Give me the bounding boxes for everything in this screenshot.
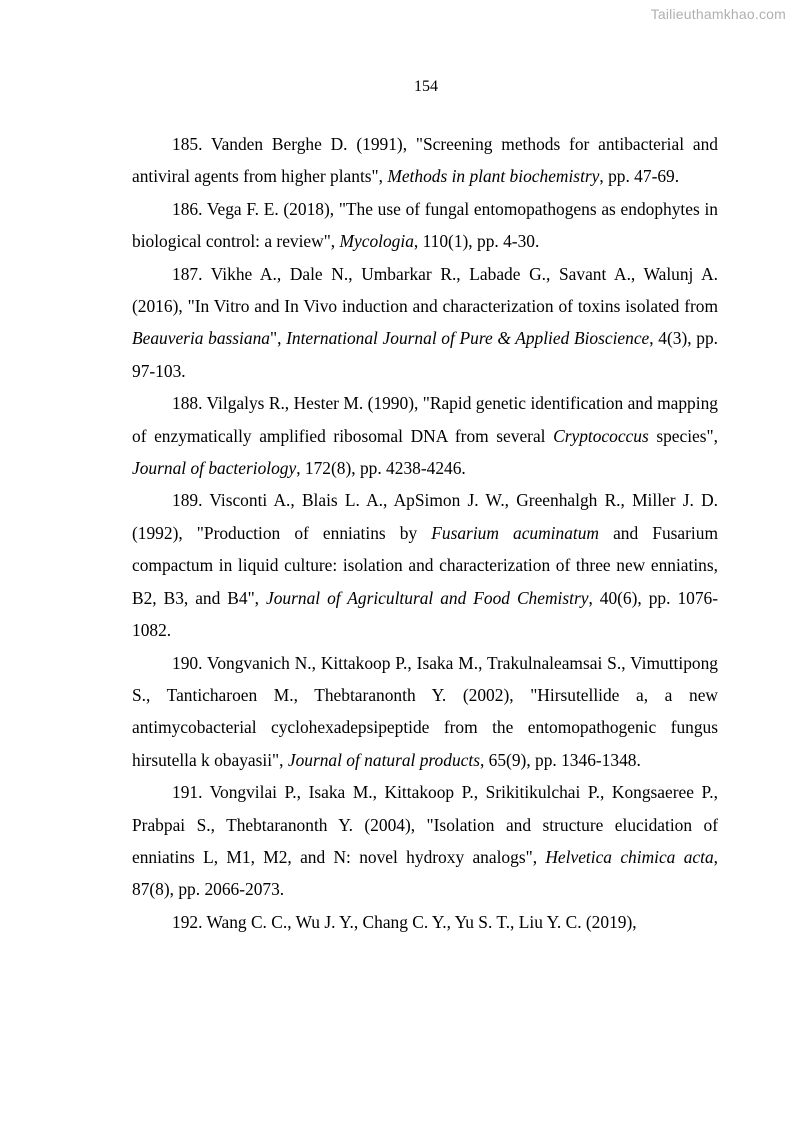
journal-title: Journal of bacteriology: [132, 458, 297, 479]
watermark: Tailieuthamkhao.com: [650, 6, 786, 22]
reference-189: 189. Visconti A., Blais L. A., ApSimon J. W., Greenhalgh R., Miller J. D. (1992), "Production of enniatins by Fusarium acuminatum and Fusarium compactum in liquid culture: isolation and characterization of three new enniatins, B2, B3, and B4", Journal of Agricultural and Food Chemistry, 40(6), pp. 1076-1082.: [132, 490, 719, 641]
reference-190: 190. Vongvanich N., Kittakoop P., Isaka M., Trakulnaleamsai S., Vimuttipong S., Tanticharoen M., Thebtaranonth Y. (2002), "Hirsutellide a, a new antimycobacterial cyclohexadepsipeptide from the entomopathogenic fungus hirsutella k obayasii", Journal of natural products, 65(9), pp. 1346-1348.: [132, 652, 718, 770]
reference-185: 185. Vanden Berghe D. (1991), "Screening methods for antibacterial and antiviral agents from higher plants", Methods in plant biochemistry, pp. 47-69.: [132, 134, 718, 187]
reference-187: 187. Vikhe A., Dale N., Umbarkar R., Labade G., Savant A., Walunj A. (2016), "In Vitro and In Vivo induction and characterization of toxins isolated from Beauveria bassiana", International Journal of Pure & Applied Bioscience, 4(3), pp. 97-103.: [132, 263, 719, 381]
journal-title: Methods in plant biochemistry: [387, 166, 600, 187]
reference-186: 186. Vega F. E. (2018), "The use of fungal entomopathogens as endophytes in biological control: a review", Mycologia, 110(1), pp. 4-30.: [132, 198, 718, 252]
reference-188: 188. Vilgalys R., Hester M. (1990), "Rapid genetic identification and mapping of enzymatically amplified ribosomal DNA from several Cryptococcus species", Journal of bacteriology, 172(8), pp. 4238-4246.: [132, 393, 718, 479]
species-name: Cryptococcus: [553, 425, 649, 446]
page-number: 154: [414, 78, 438, 95]
journal-title: International Journal of Pure & Applied Bioscience: [286, 328, 650, 349]
journal-title: Journal of Agricultural and Food Chemistry: [266, 587, 589, 608]
reference-list: [132, 128, 718, 938]
species-name: Beauveria bassiana: [132, 328, 270, 349]
journal-title: Helvetica chimica acta: [545, 846, 714, 867]
reference-192: 192. Wang C. C., Wu J. Y., Chang C. Y., Yu S. T., Liu Y. C. (2019),: [172, 911, 637, 932]
reference-191: 191. Vongvilai P., Isaka M., Kittakoop P., Srikitikulchai P., Kongsaeree P., Prabpai S., Thebtaranonth Y. (2004), "Isolation and structure elucidation of enniatins L, M1, M2, and N: novel hydroxy analogs", Helvetica chimica acta, 87(8), pp. 2066-2073.: [132, 782, 719, 900]
journal-title: Mycologia: [339, 231, 414, 252]
species-name: Fusarium acuminatum: [431, 522, 599, 543]
journal-title: Journal of natural products: [287, 749, 480, 770]
